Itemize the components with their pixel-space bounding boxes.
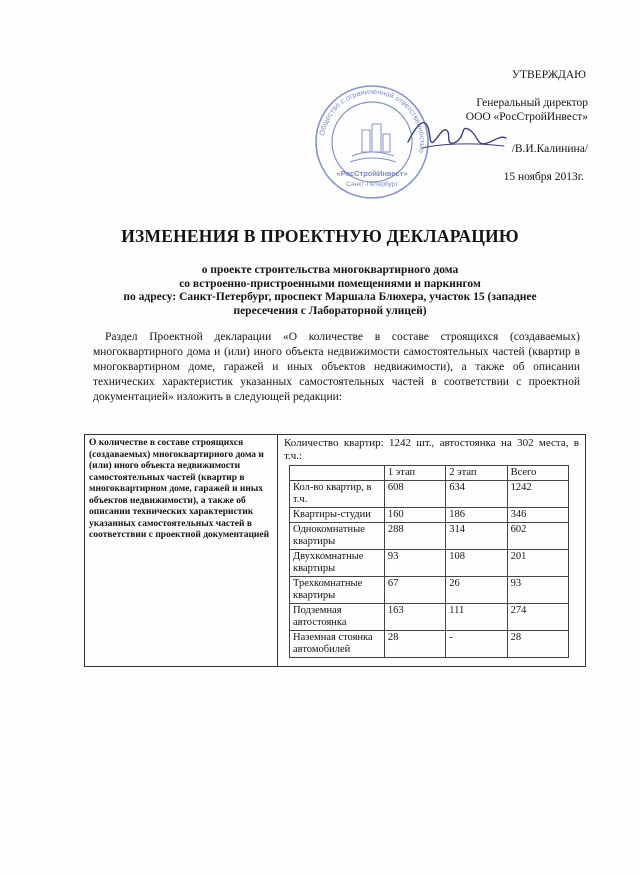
apartments-table — [289, 465, 569, 658]
approval-signer: /В.И.Калинина/ — [511, 143, 588, 155]
subtitle-line-3: по адресу: Санкт-Петербург, проспект Маршала Блюхера, участок 15 (западнее пересечения с Лабораторной улицей) — [123, 291, 537, 317]
row-label: Трехкомнатные квартиры — [290, 577, 385, 604]
intro-paragraph: Раздел Проектной декларации «О количестве в составе строящихся (создаваемых) многоквартирного дома и (или) иного объекта недвижимости самостоятельных частей (квартир в многоквартирном доме, гаражей и иных объектов недвижимости), а также об описании технических характеристик указанных самостоятельных частей в соответствии с проектной документацией» изложить в следующей редакции: — [93, 331, 580, 403]
section-content — [278, 435, 586, 667]
stage1-cell: 67 — [384, 577, 445, 604]
stage1-cell: 288 — [384, 523, 445, 550]
table-row — [290, 604, 569, 631]
total-cell: 346 — [507, 508, 568, 523]
subtitle-line-1: о проекте строительства многоквартирного дома — [201, 264, 459, 276]
row-label: Подземная автостоянка — [290, 604, 385, 631]
approval-title: УТВЕРЖДАЮ — [511, 69, 586, 81]
stage2-cell: - — [446, 631, 507, 658]
total-cell: 201 — [507, 550, 568, 577]
declaration-table — [84, 434, 586, 667]
row-label: Кол-во квартир, в т.ч. — [290, 481, 385, 508]
stage2-cell: 111 — [446, 604, 507, 631]
stage2-cell: 186 — [446, 508, 507, 523]
stage2-cell: 314 — [446, 523, 507, 550]
svg-text:Санкт-Петербург: Санкт-Петербург — [346, 181, 398, 188]
document-title: ИЗМЕНЕНИЯ В ПРОЕКТНУЮ ДЕКЛАРАЦИЮ — [121, 226, 519, 246]
table-row — [290, 550, 569, 577]
stage1-cell: 28 — [384, 631, 445, 658]
approval-company: ООО «РосСтройИнвест» — [465, 111, 588, 123]
total-cell: 28 — [507, 631, 568, 658]
stage1-cell: 93 — [384, 550, 445, 577]
total-cell: 602 — [507, 523, 568, 550]
header-cell: Всего — [507, 466, 568, 481]
stage2-cell: 26 — [446, 577, 507, 604]
document-subtitle — [90, 264, 570, 318]
subtitle-line-2: со встроенно-пристроенными помещениями и паркингом — [179, 277, 481, 290]
row-label: Двухкомнатные квартиры — [290, 550, 385, 577]
header-cell — [290, 466, 385, 481]
table-row — [290, 631, 569, 658]
header-cell: 1 этап — [384, 466, 445, 481]
stage1-cell: 163 — [384, 604, 445, 631]
row-label: Однокомнатные квартиры — [290, 523, 385, 550]
stage2-cell: 108 — [446, 550, 507, 577]
table-row — [290, 508, 569, 523]
stage1-cell: 608 — [384, 481, 445, 508]
header-cell: 2 этап — [446, 466, 507, 481]
table-row — [290, 523, 569, 550]
table-header-row — [290, 466, 569, 481]
svg-text:«РосСтройИнвест»: «РосСтройИнвест» — [336, 169, 408, 178]
total-cell: 274 — [507, 604, 568, 631]
approval-date: 15 ноября 2013г. — [503, 171, 584, 183]
svg-text:Общество с ограниченной ответс: Общество с ограниченной ответственностью — [317, 86, 428, 154]
section-label: О количестве в составе строящихся (создаваемых) многоквартирного дома и (или) иного объекта недвижимости самостоятельных частей (квартир в многоквартирном доме, гаражей и иных объектов недвижимости), а также об описании технических характеристик указанных самостоятельных частей в соответствии с проектной документацией — [85, 435, 278, 667]
apartments-summary: Количество квартир: 1242 шт., автостоянка на 302 места, в т.ч.: — [284, 437, 579, 462]
row-label: Наземная стоянка автомобилей — [290, 631, 385, 658]
stage1-cell: 160 — [384, 508, 445, 523]
approval-position: Генеральный директор — [476, 97, 588, 109]
table-row — [290, 481, 569, 508]
total-cell: 1242 — [507, 481, 568, 508]
signature — [400, 108, 510, 168]
table-row — [290, 577, 569, 604]
total-cell: 93 — [507, 577, 568, 604]
row-label: Квартиры-студии — [290, 508, 385, 523]
stage2-cell: 634 — [446, 481, 507, 508]
